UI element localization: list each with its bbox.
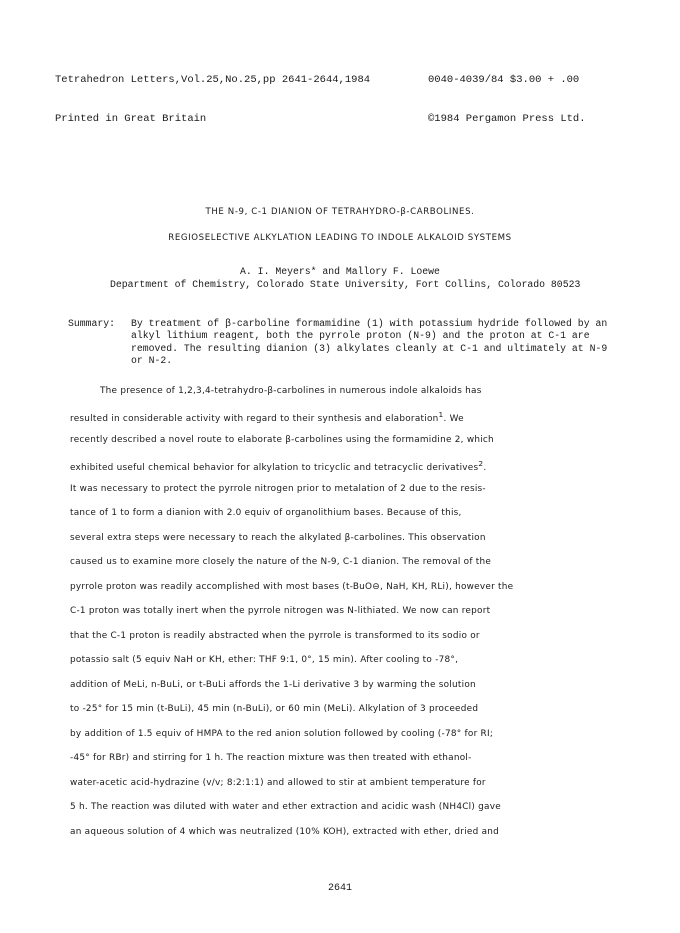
body-line-13: addition of MeLi, n-BuLi, or t-BuLi affords the 1-Li derivative 3 by warming the solution xyxy=(70,680,476,690)
body-line-14: to -25° for 15 min (t-BuLi), 45 min (n-BuLi), or 60 min (MeLi). Alkylation of 3 proceeded xyxy=(70,704,479,714)
summary-text: By treatment of β-carboline formamidine (1) with potassium hydride followed by an alkyl lithium reagent, both the pyrrole proton (N-9) and the proton at C-1 are removed. The resulting dianion (3) alkylates cleanly at C-1 and ultimately at N-9 or N-2. xyxy=(131,318,608,367)
summary-label: Summary: xyxy=(68,318,116,329)
body-line-8: caused us to examine more closely the nature of the N-9, C-1 dianion. The removal of the xyxy=(70,557,492,567)
body-line-17: water-acetic acid-hydrazine (v/v; 8:2:1:1) and allowed to stir at ambient temperature for xyxy=(70,778,486,788)
issn-price: 0040-4039/84 $3.00 + .00 xyxy=(428,74,580,86)
printed-in-line: Printed in Great Britain xyxy=(55,113,207,125)
body-line-6: tance of 1 to form a dianion with 2.0 equiv of organolithium bases. Because of this, xyxy=(70,508,462,518)
copyright-line: ©1984 Pergamon Press Ltd. xyxy=(428,113,586,125)
body-line-19: an aqueous solution of 4 which was neutralized (10% KOH), extracted with ether, dried and xyxy=(70,827,500,837)
page-number: 2641 xyxy=(327,883,352,894)
body-line-3: recently described a novel route to elaborate β-carbolines using the formamidine 2, which xyxy=(70,435,494,445)
body-line-1: The presence of 1,2,3,4-tetrahydro-β-carbolines in numerous indole alkaloids has xyxy=(100,386,482,396)
body-line-4: exhibited useful chemical behavior for alkylation to tricyclic and tetracyclic derivatives$^2$. xyxy=(70,459,487,473)
journal-citation xyxy=(55,48,370,139)
reference-2: 2 xyxy=(478,459,484,468)
body-line-10: C-1 proton was totally inert when the pyrrole nitrogen was N-lithiated. We now can report xyxy=(70,606,491,616)
article-subtitle: REGIOSELECTIVE ALKYLATION LEADING TO INDOLE ALKALOID SYSTEMS xyxy=(168,233,512,243)
body-line-2: resulted in considerable activity with regard to their synthesis and elaboration$^1$. We xyxy=(70,410,464,424)
reference-1: 1 xyxy=(438,410,444,419)
citation-line: Tetrahedron Letters,Vol.25,No.25,pp 2641-2644,1984 xyxy=(55,74,371,86)
body-line-9: pyrrole proton was readily accomplished with most bases (t-BuO⊖, NaH, KH, RLi), however the xyxy=(70,582,514,592)
author-affiliation: Department of Chemistry, Colorado State University, Fort Collins, Colorado 80523 xyxy=(110,279,581,290)
copyright-block xyxy=(428,48,586,139)
body-line-12: potassio salt (5 equiv NaH or KH, ether: THF 9:1, 0°, 15 min). After cooling to -78°, xyxy=(70,655,459,665)
body-line-15: by addition of 1.5 equiv of HMPA to the red anion solution followed by cooling (-78° for RI; xyxy=(70,729,494,739)
body-line-7: several extra steps were necessary to reach the alkylated β-carbolines. This observation xyxy=(70,533,486,543)
body-line-16: -45° for RBr) and stirring for 1 h. The reaction mixture was then treated with ethanol- xyxy=(70,753,472,763)
article-title: THE N-9, C-1 DIANION OF TETRAHYDRO-β-CARBOLINES. xyxy=(205,207,475,217)
body-line-11: that the C-1 proton is readily abstracted when the pyrrole is transformed to its sodio or xyxy=(70,631,480,641)
body-line-18: 5 h. The reaction was diluted with water and ether extraction and acidic wash (NH4Cl) gave xyxy=(70,802,501,812)
author-names: A. I. Meyers* and Mallory F. Loewe xyxy=(240,266,440,277)
body-line-5: It was necessary to protect the pyrrole nitrogen prior to metalation of 2 due to the resis- xyxy=(70,484,486,494)
